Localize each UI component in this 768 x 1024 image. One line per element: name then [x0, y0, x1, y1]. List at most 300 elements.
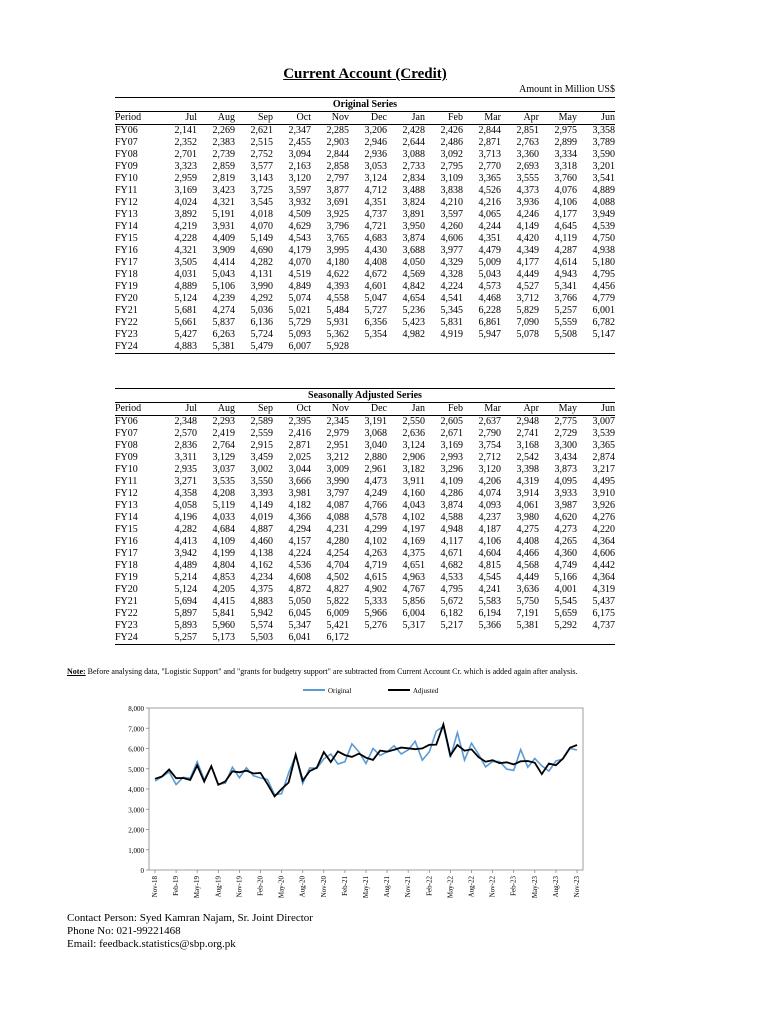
value-cell: 5,257	[159, 632, 197, 645]
value-cell: 4,415	[212, 596, 235, 607]
value-cell: 3,873	[554, 464, 577, 475]
value-cell: 2,790	[478, 428, 501, 439]
value-cell: 2,764	[212, 440, 235, 451]
value-cell: 4,654	[402, 293, 425, 304]
value-cell: 4,018	[250, 209, 273, 220]
value-cell: 3,212	[326, 452, 349, 463]
value-cell: 5,009	[478, 257, 501, 268]
period-cell: FY22	[115, 608, 138, 619]
table-row	[115, 257, 615, 269]
x-tick-label: Feb-21	[340, 876, 349, 896]
value-cell: 4,804	[212, 560, 235, 571]
value-cell: 4,473	[364, 476, 387, 487]
column-header: Oct	[273, 403, 311, 416]
value-cell: 5,831	[440, 317, 463, 328]
value-cell: 2,621	[250, 125, 273, 136]
value-cell: 4,413	[174, 536, 197, 547]
value-cell: 4,131	[250, 269, 273, 280]
value-cell: 3,931	[212, 221, 235, 232]
value-cell: 4,737	[364, 209, 387, 220]
column-header: Nov	[311, 112, 349, 125]
table-row	[115, 428, 615, 440]
period-cell: FY12	[115, 488, 138, 499]
value-cell: 4,430	[364, 245, 387, 256]
value-cell	[539, 632, 577, 645]
column-header: Sep	[235, 403, 273, 416]
value-cell: 4,358	[174, 488, 197, 499]
value-cell: 3,120	[478, 464, 501, 475]
value-cell: 5,822	[326, 596, 349, 607]
table-row	[115, 293, 615, 305]
value-cell: 4,274	[212, 305, 235, 316]
column-header: Period	[115, 112, 159, 125]
period-cell: FY17	[115, 548, 138, 559]
contact-phone: Phone No: 021-99221468	[67, 925, 181, 937]
value-cell: 4,902	[364, 584, 387, 595]
value-cell: 2,605	[440, 416, 463, 427]
value-cell: 6,194	[478, 608, 501, 619]
period-cell: FY10	[115, 173, 138, 184]
value-cell	[577, 632, 615, 645]
value-cell: 2,347	[288, 125, 311, 136]
value-cell: 3,360	[516, 149, 539, 160]
value-cell: 2,859	[212, 161, 235, 172]
value-cell: 3,191	[364, 416, 387, 427]
value-cell: 3,926	[592, 500, 615, 511]
y-tick-label: 3,000	[128, 806, 144, 815]
value-cell: 5,257	[554, 305, 577, 316]
value-cell: 4,606	[592, 548, 615, 559]
value-cell: 2,797	[326, 173, 349, 184]
value-cell: 4,228	[174, 233, 197, 244]
value-cell: 4,671	[440, 548, 463, 559]
column-header: May	[539, 112, 577, 125]
value-cell: 4,208	[212, 488, 235, 499]
value-cell: 4,614	[554, 257, 577, 268]
value-cell	[577, 341, 615, 354]
value-cell: 2,936	[364, 149, 387, 160]
x-tick-label: Nov-19	[235, 876, 244, 898]
value-cell: 4,109	[212, 536, 235, 547]
value-cell: 4,588	[440, 512, 463, 523]
value-cell: 4,622	[326, 269, 349, 280]
column-header: Apr	[501, 112, 539, 125]
adjusted-series-table	[115, 388, 615, 645]
value-cell: 6,356	[364, 317, 387, 328]
value-cell: 2,348	[174, 416, 197, 427]
value-cell: 5,897	[174, 608, 197, 619]
period-cell: FY13	[115, 500, 138, 511]
value-cell: 2,993	[440, 452, 463, 463]
value-cell: 4,206	[478, 476, 501, 487]
table-row	[115, 632, 615, 645]
value-cell: 4,095	[554, 476, 577, 487]
line-chart	[105, 684, 605, 899]
value-cell: 5,681	[174, 305, 197, 316]
value-cell: 2,352	[174, 137, 197, 148]
value-cell: 3,725	[250, 185, 273, 196]
value-cell: 4,162	[250, 560, 273, 571]
value-cell: 2,486	[440, 137, 463, 148]
value-cell: 2,752	[250, 149, 273, 160]
value-cell: 4,282	[174, 524, 197, 535]
value-cell: 4,795	[440, 584, 463, 595]
column-header: May	[539, 403, 577, 416]
table-row	[115, 269, 615, 281]
value-cell: 3,910	[592, 488, 615, 499]
value-cell: 3,505	[174, 257, 197, 268]
value-cell: 4,889	[592, 185, 615, 196]
table-row	[115, 221, 615, 233]
period-cell: FY18	[115, 560, 138, 571]
value-cell: 3,766	[554, 293, 577, 304]
value-cell: 4,138	[250, 548, 273, 559]
value-cell: 4,224	[440, 281, 463, 292]
x-tick-label: Aug-22	[467, 876, 476, 898]
page-title: Current Account (Credit)	[283, 66, 447, 82]
value-cell: 4,061	[516, 500, 539, 511]
value-cell: 2,946	[364, 137, 387, 148]
value-cell: 5,345	[440, 305, 463, 316]
value-cell: 5,106	[212, 281, 235, 292]
value-cell: 2,874	[592, 452, 615, 463]
column-header: Feb	[425, 403, 463, 416]
value-cell: 5,960	[212, 620, 235, 631]
value-cell: 5,421	[326, 620, 349, 631]
value-cell: 4,179	[288, 245, 311, 256]
value-cell: 4,375	[250, 584, 273, 595]
column-header: Aug	[197, 112, 235, 125]
value-cell: 5,124	[174, 584, 197, 595]
value-cell: 3,007	[592, 416, 615, 427]
value-cell: 5,574	[250, 620, 273, 631]
value-cell: 2,269	[212, 125, 235, 136]
value-cell: 5,659	[554, 608, 577, 619]
value-cell: 4,031	[174, 269, 197, 280]
value-cell: 4,119	[554, 233, 577, 244]
x-tick-label: Nov-21	[404, 876, 413, 898]
value-cell: 4,234	[250, 572, 273, 583]
value-cell: 4,265	[554, 536, 577, 547]
value-cell: 4,263	[364, 548, 387, 559]
value-cell: 3,980	[516, 512, 539, 523]
value-cell: 4,260	[440, 221, 463, 232]
value-cell: 2,383	[212, 137, 235, 148]
value-cell: 4,408	[516, 536, 539, 547]
value-cell: 5,078	[516, 329, 539, 340]
value-cell: 2,961	[364, 464, 387, 475]
value-cell: 3,950	[402, 221, 425, 232]
value-cell: 4,620	[554, 512, 577, 523]
period-cell: FY20	[115, 293, 138, 304]
period-cell: FY10	[115, 464, 138, 475]
original-heading: Original Series	[115, 98, 615, 112]
value-cell: 2,395	[288, 416, 311, 427]
x-tick-label: Nov-20	[319, 876, 328, 898]
value-cell: 2,844	[326, 149, 349, 160]
period-cell: FY13	[115, 209, 138, 220]
value-cell: 4,393	[326, 281, 349, 292]
value-cell: 3,318	[554, 161, 577, 172]
value-cell: 2,428	[402, 125, 425, 136]
period-cell: FY24	[115, 632, 159, 645]
value-cell: 4,224	[288, 548, 311, 559]
value-cell: 3,760	[554, 173, 577, 184]
x-tick-label: Feb-23	[509, 876, 518, 896]
plot-area	[149, 708, 583, 870]
period-cell: FY23	[115, 329, 138, 340]
value-cell: 5,074	[288, 293, 311, 304]
value-cell: 5,856	[402, 596, 425, 607]
value-cell: 4,963	[402, 572, 425, 583]
value-cell: 3,838	[440, 185, 463, 196]
value-cell: 3,169	[440, 440, 463, 451]
value-cell: 5,217	[440, 620, 463, 631]
value-cell: 3,393	[250, 488, 273, 499]
value-cell: 5,050	[288, 596, 311, 607]
value-cell: 4,449	[516, 572, 539, 583]
x-tick-label: May-23	[530, 876, 539, 899]
value-cell: 4,001	[554, 584, 577, 595]
period-cell: FY18	[115, 269, 138, 280]
value-cell: 4,460	[250, 536, 273, 547]
table-row	[115, 620, 615, 632]
value-cell: 3,358	[592, 125, 615, 136]
value-cell: 3,044	[288, 464, 311, 475]
value-cell: 2,979	[326, 428, 349, 439]
value-cell: 3,796	[326, 221, 349, 232]
value-cell: 4,087	[326, 500, 349, 511]
value-cell: 2,550	[402, 416, 425, 427]
value-cell: 4,182	[288, 500, 311, 511]
value-cell	[501, 341, 539, 354]
value-cell: 4,019	[250, 512, 273, 523]
value-cell: 4,364	[592, 536, 615, 547]
value-cell: 4,795	[592, 269, 615, 280]
value-cell: 4,712	[364, 185, 387, 196]
value-cell: 5,694	[174, 596, 197, 607]
column-header: Jan	[387, 112, 425, 125]
value-cell: 4,468	[478, 293, 501, 304]
period-cell: FY15	[115, 524, 138, 535]
value-cell: 3,040	[364, 440, 387, 451]
unit-note: Amount in Million US$	[519, 84, 615, 95]
value-cell: 4,102	[402, 512, 425, 523]
value-cell: 3,120	[288, 173, 311, 184]
value-cell: 4,543	[288, 233, 311, 244]
value-cell: 3,271	[174, 476, 197, 487]
value-cell: 3,169	[174, 185, 197, 196]
value-cell: 3,168	[516, 440, 539, 451]
value-cell: 4,219	[174, 221, 197, 232]
value-cell: 2,741	[516, 428, 539, 439]
value-cell: 4,849	[288, 281, 311, 292]
value-cell: 5,119	[212, 500, 235, 511]
value-cell: 4,093	[478, 500, 501, 511]
value-cell: 4,088	[592, 197, 615, 208]
value-cell: 5,729	[288, 317, 311, 328]
column-header: Jun	[577, 403, 615, 416]
value-cell: 3,037	[212, 464, 235, 475]
value-cell: 4,766	[364, 500, 387, 511]
value-cell: 2,542	[516, 452, 539, 463]
value-cell: 6,182	[440, 608, 463, 619]
x-tick-label: Aug-20	[298, 876, 307, 898]
value-cell: 6,007	[273, 341, 311, 354]
value-cell: 4,749	[554, 560, 577, 571]
value-cell: 2,570	[174, 428, 197, 439]
value-cell: 4,682	[440, 560, 463, 571]
value-cell: 4,889	[174, 281, 197, 292]
value-cell: 5,317	[402, 620, 425, 631]
value-cell: 2,701	[174, 149, 197, 160]
value-cell: 3,434	[554, 452, 577, 463]
value-cell: 5,173	[197, 632, 235, 645]
value-cell: 3,182	[402, 464, 425, 475]
value-cell: 2,589	[250, 416, 273, 427]
value-cell: 4,779	[592, 293, 615, 304]
value-cell: 3,088	[402, 149, 425, 160]
table-row	[115, 341, 615, 354]
period-cell: FY07	[115, 428, 138, 439]
period-cell: FY24	[115, 341, 159, 354]
period-cell: FY09	[115, 452, 138, 463]
value-cell: 2,712	[478, 452, 501, 463]
column-header: Period	[115, 403, 159, 416]
value-cell: 4,169	[402, 536, 425, 547]
value-cell: 2,871	[288, 440, 311, 451]
table-row	[115, 125, 615, 138]
value-cell: 5,333	[364, 596, 387, 607]
period-cell: FY12	[115, 197, 138, 208]
table-row	[115, 440, 615, 452]
value-cell: 4,842	[402, 281, 425, 292]
value-cell: 5,672	[440, 596, 463, 607]
value-cell: 3,691	[326, 197, 349, 208]
column-header: Jan	[387, 403, 425, 416]
value-cell	[387, 632, 425, 645]
value-cell: 4,319	[516, 476, 539, 487]
table-row	[115, 572, 615, 584]
value-cell: 4,299	[364, 524, 387, 535]
value-cell: 4,375	[402, 548, 425, 559]
legend-label-adjusted: Adjusted	[413, 687, 439, 695]
column-header: Sep	[235, 112, 273, 125]
value-cell: 3,874	[402, 233, 425, 244]
value-cell: 4,569	[402, 269, 425, 280]
value-cell: 3,824	[402, 197, 425, 208]
value-cell: 4,050	[402, 257, 425, 268]
value-cell	[539, 341, 577, 354]
value-cell: 4,216	[478, 197, 501, 208]
table-row	[115, 476, 615, 488]
y-tick-label: 6,000	[128, 745, 144, 754]
value-cell: 4,827	[326, 584, 349, 595]
value-cell: 2,739	[212, 149, 235, 160]
table-row	[115, 500, 615, 512]
value-cell: 3,550	[250, 476, 273, 487]
table-row	[115, 560, 615, 572]
value-cell: 5,829	[516, 305, 539, 316]
value-cell: 4,199	[212, 548, 235, 559]
value-cell: 6,175	[592, 608, 615, 619]
value-cell: 2,345	[326, 416, 349, 427]
value-cell: 2,851	[516, 125, 539, 136]
value-cell: 4,196	[174, 512, 197, 523]
value-cell: 5,021	[288, 305, 311, 316]
value-cell	[387, 341, 425, 354]
value-cell: 4,509	[288, 209, 311, 220]
y-tick-label: 8,000	[128, 705, 144, 713]
value-cell: 5,437	[592, 596, 615, 607]
value-cell: 6,782	[592, 317, 615, 328]
value-cell: 4,102	[364, 536, 387, 547]
value-cell: 4,604	[478, 548, 501, 559]
value-cell: 5,347	[288, 620, 311, 631]
value-cell: 5,043	[478, 269, 501, 280]
period-cell: FY17	[115, 257, 138, 268]
value-cell: 4,704	[326, 560, 349, 571]
period-cell: FY20	[115, 584, 138, 595]
value-cell: 2,285	[326, 125, 349, 136]
value-cell: 4,244	[478, 221, 501, 232]
value-cell	[463, 341, 501, 354]
value-cell: 4,360	[554, 548, 577, 559]
value-cell: 3,789	[592, 137, 615, 148]
value-cell: 4,237	[478, 512, 501, 523]
value-cell: 3,936	[516, 197, 539, 208]
value-cell: 4,088	[326, 512, 349, 523]
value-cell: 4,117	[440, 536, 463, 547]
period-cell: FY08	[115, 149, 138, 160]
value-cell: 4,065	[478, 209, 501, 220]
value-cell: 4,872	[288, 584, 311, 595]
value-cell: 3,365	[592, 440, 615, 451]
value-cell: 3,932	[288, 197, 311, 208]
value-cell: 4,737	[592, 620, 615, 631]
value-cell: 4,489	[174, 560, 197, 571]
value-cell: 6,172	[311, 632, 349, 645]
x-tick-label: May-19	[193, 876, 202, 899]
value-cell: 3,765	[326, 233, 349, 244]
value-cell: 3,311	[174, 452, 197, 463]
period-cell: FY15	[115, 233, 138, 244]
period-cell: FY22	[115, 317, 138, 328]
value-cell: 3,365	[478, 173, 501, 184]
value-cell: 4,321	[212, 197, 235, 208]
value-cell: 4,684	[212, 524, 235, 535]
column-header: Dec	[349, 112, 387, 125]
value-cell: 3,977	[440, 245, 463, 256]
table-row	[115, 584, 615, 596]
value-cell: 3,892	[174, 209, 197, 220]
value-cell: 5,381	[197, 341, 235, 354]
value-cell: 2,844	[478, 125, 501, 136]
value-cell: 4,420	[516, 233, 539, 244]
value-cell: 2,834	[402, 173, 425, 184]
table-row	[115, 317, 615, 329]
table-row	[115, 452, 615, 464]
value-cell: 4,220	[592, 524, 615, 535]
value-cell: 2,763	[516, 137, 539, 148]
value-cell: 5,931	[326, 317, 349, 328]
value-cell: 3,877	[326, 185, 349, 196]
value-cell: 5,191	[212, 209, 235, 220]
value-cell: 4,177	[554, 209, 577, 220]
value-cell: 5,124	[174, 293, 197, 304]
value-cell: 5,947	[478, 329, 501, 340]
value-cell: 4,294	[288, 524, 311, 535]
